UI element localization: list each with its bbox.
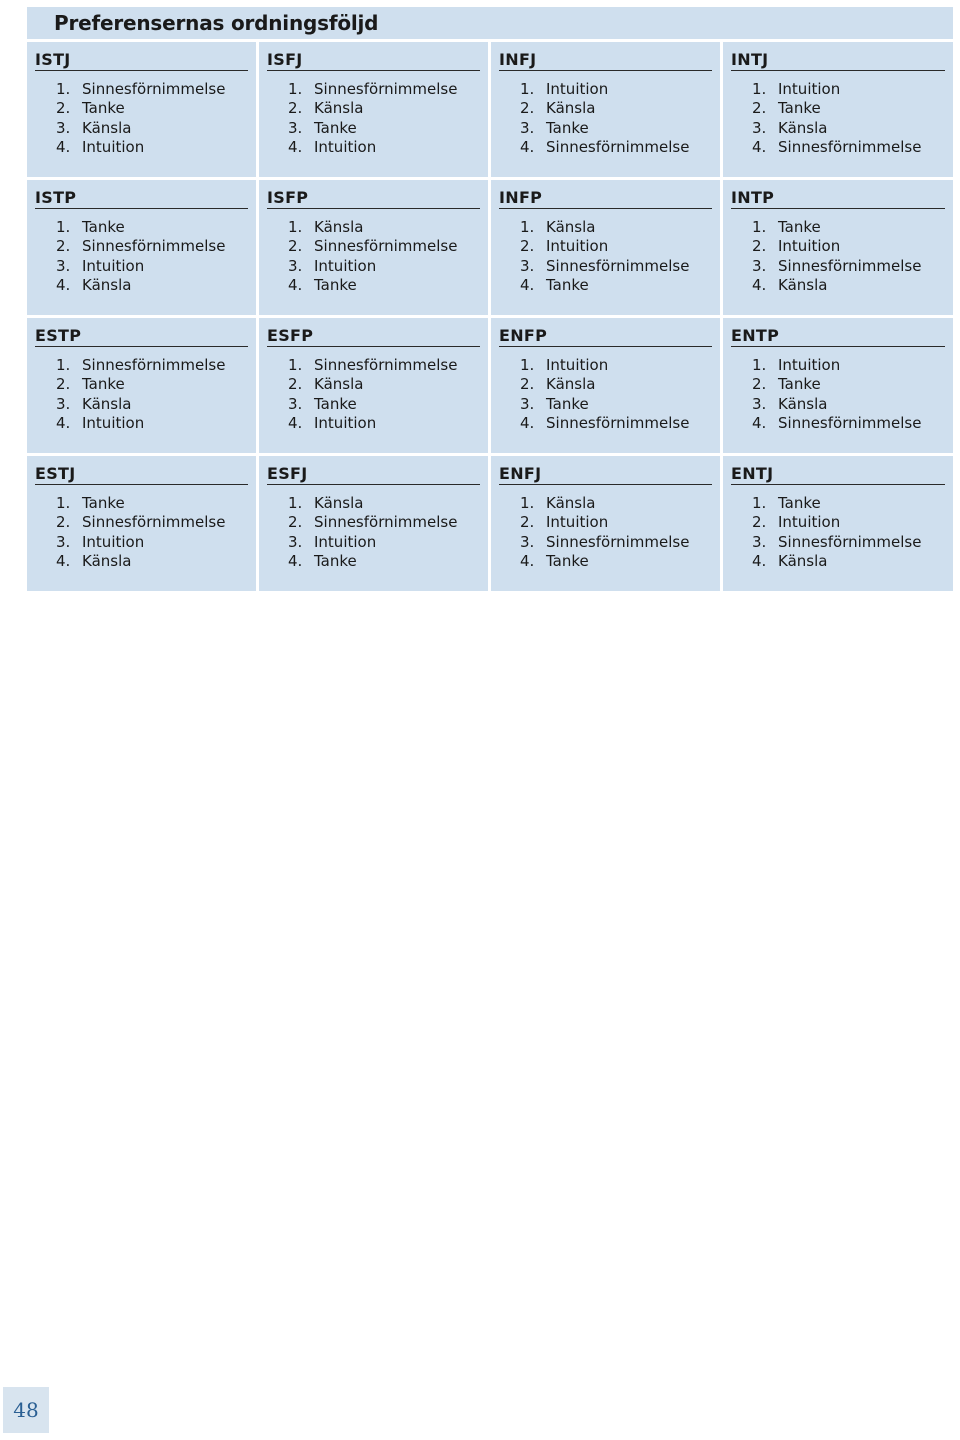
function-name: Intuition bbox=[546, 356, 609, 374]
function-order-item bbox=[520, 494, 712, 513]
order-number: 1. bbox=[288, 494, 303, 512]
order-number: 2. bbox=[520, 513, 535, 532]
function-name: Sinnesförnimmelse bbox=[546, 256, 690, 275]
order-number: 2. bbox=[288, 237, 303, 256]
function-name: Känsla bbox=[546, 494, 596, 512]
order-number: 3. bbox=[288, 256, 303, 275]
function-order-item bbox=[752, 552, 945, 571]
function-order-item bbox=[520, 237, 712, 256]
function-name: Tanke bbox=[778, 99, 821, 118]
order-number: 3. bbox=[520, 118, 535, 137]
function-name: Intuition bbox=[546, 237, 609, 256]
function-name: Sinnesförnimmelse bbox=[314, 513, 458, 532]
type-cell bbox=[723, 456, 953, 591]
function-name: Intuition bbox=[314, 532, 377, 551]
order-number: 1. bbox=[288, 80, 303, 98]
order-number: 3. bbox=[56, 256, 71, 275]
type-heading: ESTJ bbox=[35, 464, 248, 485]
function-name: Intuition bbox=[546, 513, 609, 532]
function-order-list bbox=[731, 80, 945, 157]
type-heading: ENTJ bbox=[731, 464, 945, 485]
function-order-item bbox=[752, 356, 945, 375]
function-name: Tanke bbox=[546, 275, 589, 294]
function-name: Tanke bbox=[778, 494, 821, 512]
type-heading: INTP bbox=[731, 188, 945, 209]
function-order-item bbox=[752, 138, 945, 157]
type-cell bbox=[259, 180, 488, 315]
order-number: 4. bbox=[288, 551, 303, 570]
function-order-item bbox=[520, 356, 712, 375]
function-name: Sinnesförnimmelse bbox=[314, 80, 458, 98]
order-number: 2. bbox=[288, 513, 303, 532]
order-number: 4. bbox=[520, 137, 535, 156]
function-order-item bbox=[288, 375, 480, 394]
function-order-list bbox=[35, 80, 248, 157]
function-order-list bbox=[35, 218, 248, 295]
order-number: 2. bbox=[288, 375, 303, 394]
function-name: Tanke bbox=[314, 551, 357, 570]
function-order-item bbox=[288, 552, 480, 571]
function-order-item bbox=[752, 119, 945, 138]
function-order-item bbox=[752, 257, 945, 276]
order-number: 1. bbox=[56, 356, 71, 374]
function-name: Känsla bbox=[546, 218, 596, 236]
type-cell bbox=[27, 180, 256, 315]
function-order-list bbox=[731, 356, 945, 433]
function-name: Sinnesförnimmelse bbox=[82, 356, 226, 374]
function-name: Sinnesförnimmelse bbox=[546, 137, 690, 156]
type-heading: ESFP bbox=[267, 326, 480, 347]
function-name: Intuition bbox=[82, 256, 145, 275]
order-number: 3. bbox=[56, 532, 71, 551]
order-number: 1. bbox=[752, 80, 767, 98]
function-name: Känsla bbox=[546, 375, 596, 394]
order-number: 1. bbox=[520, 218, 535, 236]
function-order-item bbox=[752, 414, 945, 433]
function-name: Tanke bbox=[82, 218, 125, 236]
function-name: Intuition bbox=[778, 237, 841, 256]
function-order-item bbox=[520, 414, 712, 433]
type-cell bbox=[259, 318, 488, 453]
order-number: 3. bbox=[752, 394, 767, 413]
order-number: 4. bbox=[752, 275, 767, 294]
function-name: Sinnesförnimmelse bbox=[82, 80, 226, 98]
order-number: 3. bbox=[752, 118, 767, 137]
function-order-item bbox=[752, 533, 945, 552]
function-name: Känsla bbox=[778, 394, 828, 413]
type-cell bbox=[259, 42, 488, 177]
function-order-item bbox=[56, 375, 248, 394]
order-number: 1. bbox=[752, 356, 767, 374]
order-number: 4. bbox=[56, 413, 71, 432]
function-order-item bbox=[288, 257, 480, 276]
order-number: 2. bbox=[56, 513, 71, 532]
type-heading: ISFJ bbox=[267, 50, 480, 71]
order-number: 4. bbox=[520, 413, 535, 432]
order-number: 2. bbox=[56, 375, 71, 394]
order-number: 1. bbox=[752, 218, 767, 236]
function-order-item bbox=[56, 237, 248, 256]
type-cell bbox=[27, 318, 256, 453]
order-number: 1. bbox=[288, 356, 303, 374]
function-name: Tanke bbox=[82, 99, 125, 118]
function-order-item bbox=[288, 237, 480, 256]
function-order-item bbox=[56, 119, 248, 138]
order-number: 4. bbox=[520, 551, 535, 570]
page-title: Preferensernas ordningsföljd bbox=[54, 11, 379, 35]
type-cell bbox=[723, 42, 953, 177]
function-order-item bbox=[752, 99, 945, 118]
order-number: 4. bbox=[56, 137, 71, 156]
order-number: 4. bbox=[752, 137, 767, 156]
function-order-item bbox=[56, 395, 248, 414]
order-number: 4. bbox=[56, 551, 71, 570]
order-number: 2. bbox=[520, 99, 535, 118]
order-number: 1. bbox=[520, 356, 535, 374]
order-number: 3. bbox=[752, 256, 767, 275]
order-number: 2. bbox=[56, 237, 71, 256]
order-number: 1. bbox=[56, 80, 71, 98]
order-number: 1. bbox=[288, 218, 303, 236]
order-number: 2. bbox=[56, 99, 71, 118]
type-heading: INTJ bbox=[731, 50, 945, 71]
function-order-item bbox=[520, 257, 712, 276]
type-cell bbox=[259, 456, 488, 591]
function-name: Sinnesförnimmelse bbox=[778, 137, 922, 156]
order-number: 2. bbox=[288, 99, 303, 118]
function-order-item bbox=[752, 494, 945, 513]
function-order-item bbox=[56, 533, 248, 552]
function-name: Tanke bbox=[82, 494, 125, 512]
preference-order-grid bbox=[27, 42, 953, 591]
function-order-item bbox=[56, 99, 248, 118]
function-name: Känsla bbox=[778, 118, 828, 137]
type-heading: INFP bbox=[499, 188, 712, 209]
function-order-list bbox=[35, 356, 248, 433]
function-name: Intuition bbox=[778, 513, 841, 532]
function-name: Intuition bbox=[82, 137, 145, 156]
function-name: Känsla bbox=[546, 99, 596, 118]
type-heading: INFJ bbox=[499, 50, 712, 71]
function-name: Sinnesförnimmelse bbox=[778, 532, 922, 551]
function-name: Intuition bbox=[314, 137, 377, 156]
function-order-item bbox=[288, 494, 480, 513]
function-order-item bbox=[520, 513, 712, 532]
function-name: Sinnesförnimmelse bbox=[82, 513, 226, 532]
function-order-item bbox=[520, 552, 712, 571]
function-order-item bbox=[520, 395, 712, 414]
function-order-item bbox=[288, 119, 480, 138]
function-name: Känsla bbox=[314, 494, 364, 512]
function-name: Sinnesförnimmelse bbox=[778, 413, 922, 432]
order-number: 2. bbox=[752, 99, 767, 118]
function-order-item bbox=[288, 99, 480, 118]
function-name: Tanke bbox=[778, 375, 821, 394]
type-heading: ISFP bbox=[267, 188, 480, 209]
function-order-list bbox=[267, 80, 480, 157]
function-order-item bbox=[288, 356, 480, 375]
function-order-list bbox=[267, 494, 480, 571]
function-order-item bbox=[56, 513, 248, 532]
function-name: Intuition bbox=[314, 413, 377, 432]
function-name: Sinnesförnimmelse bbox=[82, 237, 226, 256]
function-order-item bbox=[56, 356, 248, 375]
function-order-list bbox=[267, 356, 480, 433]
order-number: 2. bbox=[520, 375, 535, 394]
function-name: Tanke bbox=[82, 375, 125, 394]
function-order-list bbox=[35, 494, 248, 571]
function-name: Känsla bbox=[82, 551, 132, 570]
function-name: Intuition bbox=[82, 532, 145, 551]
function-order-item bbox=[520, 99, 712, 118]
type-cell bbox=[723, 180, 953, 315]
order-number: 3. bbox=[752, 532, 767, 551]
order-number: 3. bbox=[520, 532, 535, 551]
function-name: Känsla bbox=[82, 275, 132, 294]
order-number: 1. bbox=[520, 494, 535, 512]
function-order-item bbox=[288, 276, 480, 295]
type-heading: ENFP bbox=[499, 326, 712, 347]
order-number: 2. bbox=[752, 237, 767, 256]
function-order-item bbox=[288, 414, 480, 433]
function-order-item bbox=[56, 80, 248, 99]
function-name: Sinnesförnimmelse bbox=[778, 256, 922, 275]
order-number: 4. bbox=[56, 275, 71, 294]
order-number: 4. bbox=[752, 551, 767, 570]
function-name: Intuition bbox=[778, 80, 841, 98]
function-name: Känsla bbox=[314, 99, 364, 118]
type-cell bbox=[27, 42, 256, 177]
type-cell bbox=[723, 318, 953, 453]
function-name: Tanke bbox=[546, 551, 589, 570]
function-order-item bbox=[288, 138, 480, 157]
function-order-item bbox=[288, 218, 480, 237]
function-order-item bbox=[288, 513, 480, 532]
function-name: Sinnesförnimmelse bbox=[546, 413, 690, 432]
title-bar bbox=[27, 7, 953, 39]
order-number: 1. bbox=[752, 494, 767, 512]
function-order-item bbox=[56, 257, 248, 276]
function-name: Tanke bbox=[314, 394, 357, 413]
function-name: Intuition bbox=[82, 413, 145, 432]
order-number: 2. bbox=[752, 375, 767, 394]
function-name: Intuition bbox=[314, 256, 377, 275]
type-cell bbox=[491, 318, 720, 453]
function-order-item bbox=[752, 237, 945, 256]
type-heading: ISTP bbox=[35, 188, 248, 209]
function-name: Intuition bbox=[546, 80, 609, 98]
type-heading: ESTP bbox=[35, 326, 248, 347]
function-order-list bbox=[499, 356, 712, 433]
function-name: Sinnesförnimmelse bbox=[546, 532, 690, 551]
function-name: Känsla bbox=[778, 551, 828, 570]
order-number: 4. bbox=[288, 413, 303, 432]
type-cell bbox=[27, 456, 256, 591]
function-order-item bbox=[288, 395, 480, 414]
function-order-item bbox=[752, 375, 945, 394]
function-name: Känsla bbox=[314, 218, 364, 236]
function-order-list bbox=[731, 218, 945, 295]
function-order-item bbox=[520, 276, 712, 295]
function-order-item bbox=[520, 218, 712, 237]
function-name: Tanke bbox=[778, 218, 821, 236]
order-number: 4. bbox=[520, 275, 535, 294]
order-number: 3. bbox=[520, 256, 535, 275]
order-number: 3. bbox=[288, 532, 303, 551]
function-name: Sinnesförnimmelse bbox=[314, 356, 458, 374]
function-name: Sinnesförnimmelse bbox=[314, 237, 458, 256]
function-order-item bbox=[288, 533, 480, 552]
function-order-item bbox=[56, 276, 248, 295]
function-name: Tanke bbox=[314, 118, 357, 137]
function-order-item bbox=[752, 513, 945, 532]
function-name: Känsla bbox=[314, 375, 364, 394]
type-cell bbox=[491, 180, 720, 315]
function-order-list bbox=[499, 218, 712, 295]
function-order-item bbox=[520, 375, 712, 394]
type-heading: ENFJ bbox=[499, 464, 712, 485]
function-order-list bbox=[267, 218, 480, 295]
order-number: 1. bbox=[56, 494, 71, 512]
function-order-list bbox=[499, 494, 712, 571]
function-name: Tanke bbox=[314, 275, 357, 294]
order-number: 3. bbox=[56, 394, 71, 413]
function-order-list bbox=[731, 494, 945, 571]
function-order-item bbox=[520, 119, 712, 138]
function-order-item bbox=[56, 494, 248, 513]
type-heading: ENTP bbox=[731, 326, 945, 347]
function-order-item bbox=[520, 533, 712, 552]
order-number: 2. bbox=[520, 237, 535, 256]
order-number: 3. bbox=[288, 394, 303, 413]
function-order-item bbox=[752, 218, 945, 237]
function-order-item bbox=[752, 395, 945, 414]
function-order-item bbox=[56, 552, 248, 571]
function-order-item bbox=[520, 80, 712, 99]
function-order-item bbox=[752, 276, 945, 295]
function-order-item bbox=[56, 138, 248, 157]
function-name: Känsla bbox=[82, 118, 132, 137]
order-number: 4. bbox=[288, 137, 303, 156]
function-order-item bbox=[520, 138, 712, 157]
page-number: 48 bbox=[3, 1387, 49, 1433]
type-heading: ESFJ bbox=[267, 464, 480, 485]
function-order-list bbox=[499, 80, 712, 157]
order-number: 4. bbox=[752, 413, 767, 432]
function-name: Intuition bbox=[778, 356, 841, 374]
function-name: Känsla bbox=[778, 275, 828, 294]
order-number: 3. bbox=[520, 394, 535, 413]
order-number: 3. bbox=[56, 118, 71, 137]
function-order-item bbox=[56, 414, 248, 433]
order-number: 1. bbox=[520, 80, 535, 98]
function-name: Tanke bbox=[546, 118, 589, 137]
type-cell bbox=[491, 456, 720, 591]
function-order-item bbox=[752, 80, 945, 99]
function-name: Tanke bbox=[546, 394, 589, 413]
function-order-item bbox=[56, 218, 248, 237]
order-number: 3. bbox=[288, 118, 303, 137]
order-number: 4. bbox=[288, 275, 303, 294]
order-number: 2. bbox=[752, 513, 767, 532]
order-number: 1. bbox=[56, 218, 71, 236]
type-cell bbox=[491, 42, 720, 177]
function-order-item bbox=[288, 80, 480, 99]
function-name: Känsla bbox=[82, 394, 132, 413]
type-heading: ISTJ bbox=[35, 50, 248, 71]
